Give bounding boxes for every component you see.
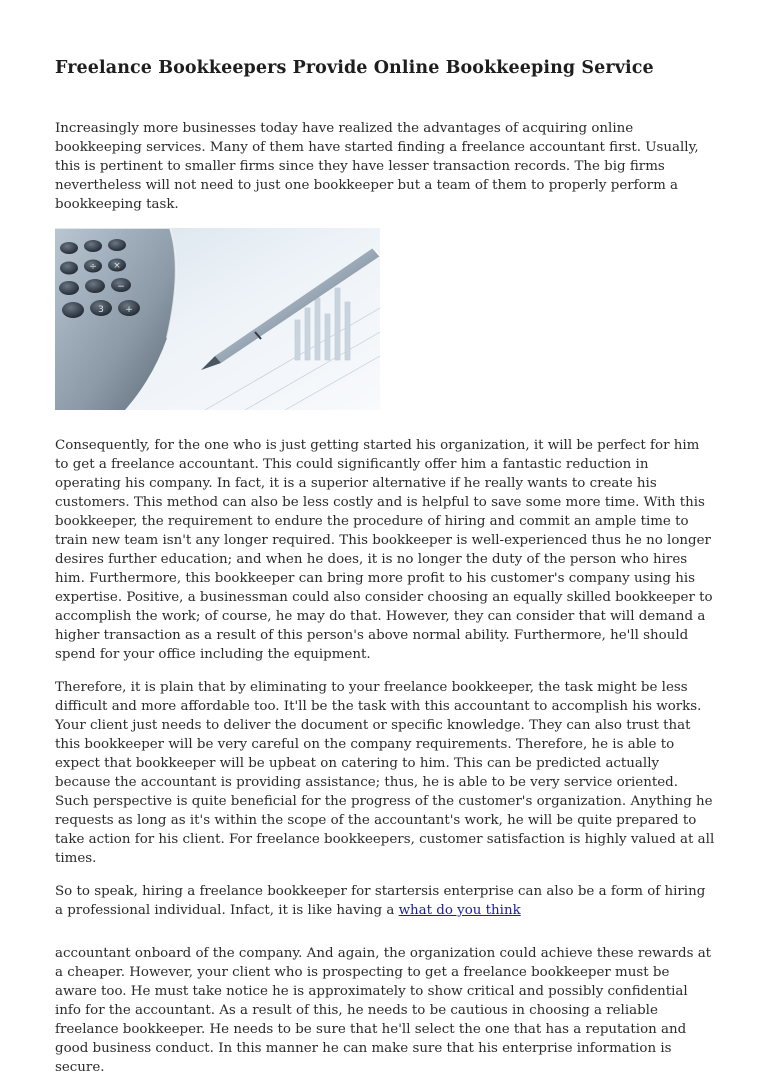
paragraph-professional	[55, 882, 715, 920]
calc-key-plus: +	[125, 305, 133, 315]
calc-key-minus: −	[117, 282, 125, 292]
calc-key-multiply: ×	[113, 261, 121, 271]
paragraph-startup: Consequently, for the one who is just getting started his organization, it will be perfect for him to get a freelance accountant. This could significantly offer him a fantastic reduction in operating his company. In fact, it is a superior alternative if he really wants to create his customers. This method can also be less costly and is helpful to save some more time. With this bookkeeper, the requirement to endure the procedure of hiring and commit an ample time to train new team isn't any longer required. This bookkeeper is well-experienced thus he no longer desires further education; and when he does, it is no longer the duty of the person who hires him. Furthermore, this bookkeeper can bring more profit to his customer's company using his expertise. Positive, a businessman could also consider choosing an equally skilled bookkeeper to accomplish the work; of course, he may do that. However, they can consider that will demand a higher transaction as a result of this person's above normal ability. Furthermore, he'll should spend for your office including the equipment.	[55, 438, 713, 662]
calc-key-divide: ÷	[89, 262, 97, 272]
paragraph-intro: Increasingly more businesses today have realized the advantages of acquiring online bookkeeping services. Many of them have started finding a freelance accountant first. Usually, this is pertinent to smaller firms since they have lesser transaction records. The big firms nevertheless will not need to just one bookkeeper but a team of them to properly perform a bookkeeping task.	[55, 121, 699, 212]
paragraph-professional-text: So to speak, hiring a freelance bookkeeper for startersis enterprise can also be a form of hiring a professional individual. Infact, it is like having a	[55, 884, 706, 918]
document-page	[55, 58, 715, 1091]
calc-key-three: 3	[98, 305, 104, 315]
calculator-pen-image	[55, 228, 380, 410]
paragraph-conclusion: accountant onboard of the company. And again, the organization could achieve these rewards at a cheaper. However, your client who is prospecting to get a freelance bookkeeper must be aware too. He must take notice he is approximately to show critical and possibly confidential info for the accountant. As a result of this, he needs to be cautious in choosing a reliable freelance bookkeeper. He needs to be sure that he'll select the one that has a reputation and good business conduct. In this manner he can make sure that his enterprise information is secure.	[55, 946, 712, 1075]
what-do-you-think-link[interactable]: what do you think	[398, 903, 521, 918]
document-title: Freelance Bookkeepers Provide Online Bookkeeping Service	[55, 58, 654, 78]
paragraph-benefits: Therefore, it is plain that by eliminating to your freelance bookkeeper, the task might be less difficult and more affordable too. It'll be the task with this accountant to accomplish his works. Your client just needs to deliver the document or specific knowledge. They can also trust that this bookkeeper will be very careful on the company requirements. Therefore, he is able to expect that bookkeeper will be upbeat on catering to him. This can be predicted actually because the accountant is providing assistance; thus, he is able to be very service oriented. Such perspective is quite beneficial for the progress of the customer's organization. Anything he requests as long as it's within the scope of the accountant's work, he will be quite prepared to take action for his client. For freelance bookkeepers, customer satisfaction is highly valued at all times.	[55, 680, 715, 866]
